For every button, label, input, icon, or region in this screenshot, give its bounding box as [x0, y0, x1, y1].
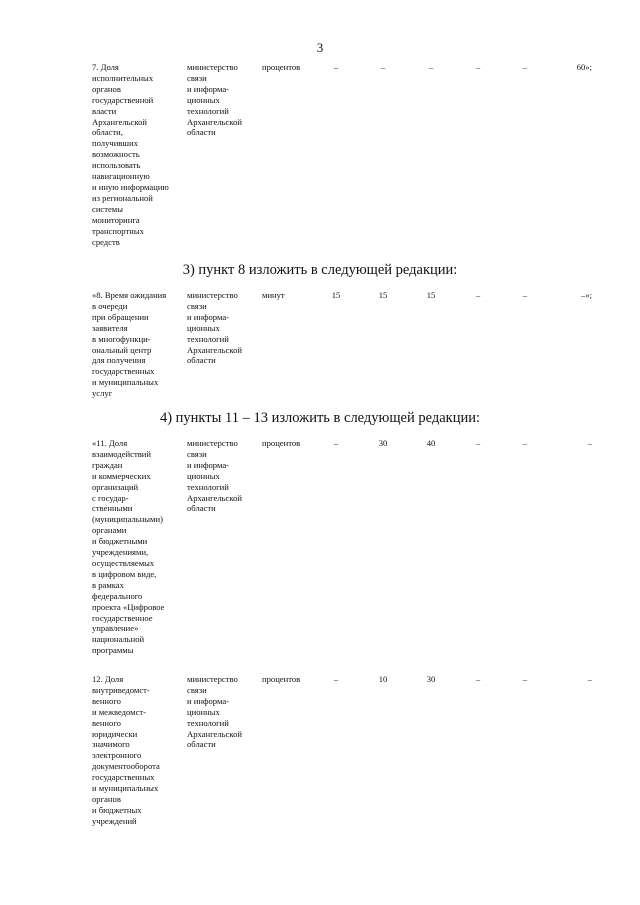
- value-year-5: –: [522, 62, 528, 72]
- value-year-1: –: [333, 62, 339, 72]
- value-year-6: 60»;: [576, 62, 592, 72]
- value-year-4: –: [475, 438, 481, 448]
- value-year-6: –: [587, 674, 592, 684]
- indicator-name: «8. Время ожидания в очереди при обращении заявителя в многофункци- ональный центр для получения государственных и муниципальных услуг: [92, 290, 167, 399]
- value-year-5: –: [522, 290, 528, 300]
- value-year-2: 30: [378, 438, 388, 448]
- value-year-6: –: [587, 438, 592, 448]
- value-year-3: –: [428, 62, 434, 72]
- value-year-5: –: [522, 438, 528, 448]
- unit-of-measure: процентов: [262, 438, 301, 448]
- responsible-executor: министерство связи и информа- ционных технологий Архангельской области: [187, 290, 242, 366]
- amendment-heading-3: 3) пункт 8 изложить в следующей редакции:: [182, 262, 458, 278]
- value-year-4: –: [475, 674, 481, 684]
- value-year-3: 15: [426, 290, 436, 300]
- page-number: 3: [316, 40, 324, 55]
- value-year-2: –: [380, 62, 386, 72]
- responsible-executor: министерство связи и информа- ционных технологий Архангельской области: [187, 674, 242, 750]
- value-year-3: 30: [426, 674, 436, 684]
- value-year-2: 15: [378, 290, 388, 300]
- value-year-4: –: [475, 62, 481, 72]
- amendment-heading-4: 4) пункты 11 – 13 изложить в следующей редакции:: [159, 410, 481, 426]
- value-year-1: 15: [331, 290, 341, 300]
- value-year-3: 40: [426, 438, 436, 448]
- responsible-executor: министерство связи и информа- ционных технологий Архангельской области: [187, 438, 242, 514]
- responsible-executor: министерство связи и информа- ционных технологий Архангельской области: [187, 62, 242, 138]
- unit-of-measure: процентов: [262, 674, 301, 684]
- unit-of-measure: процентов: [262, 62, 301, 72]
- value-year-1: –: [333, 438, 339, 448]
- value-year-2: 10: [378, 674, 388, 684]
- value-year-5: –: [522, 674, 528, 684]
- indicator-name: 7. Доля исполнительных органов государственной власти Архангельской области, получивших возможность использовать навигационную и иную информацию из региональной системы мониторинга транспортных средств: [92, 62, 169, 247]
- value-year-1: –: [333, 674, 339, 684]
- value-year-4: –: [475, 290, 481, 300]
- value-year-6: –»;: [581, 290, 592, 300]
- unit-of-measure: минут: [262, 290, 285, 300]
- indicator-name: 12. Доля внутриведомст- венного и межведомст- венного юридически значимого электронного документооборота государственных и муниципальных органов и бюджетных учреждений: [92, 674, 160, 826]
- indicator-name: «11. Доля взаимодействий граждан и коммерческих организаций с государ- ственными (муниципальными) органами и бюджетными учреждениями, осуществляемых в цифровом виде, в рамках федерального проекта «Цифровое государственное управление» национальной программы: [92, 438, 165, 656]
